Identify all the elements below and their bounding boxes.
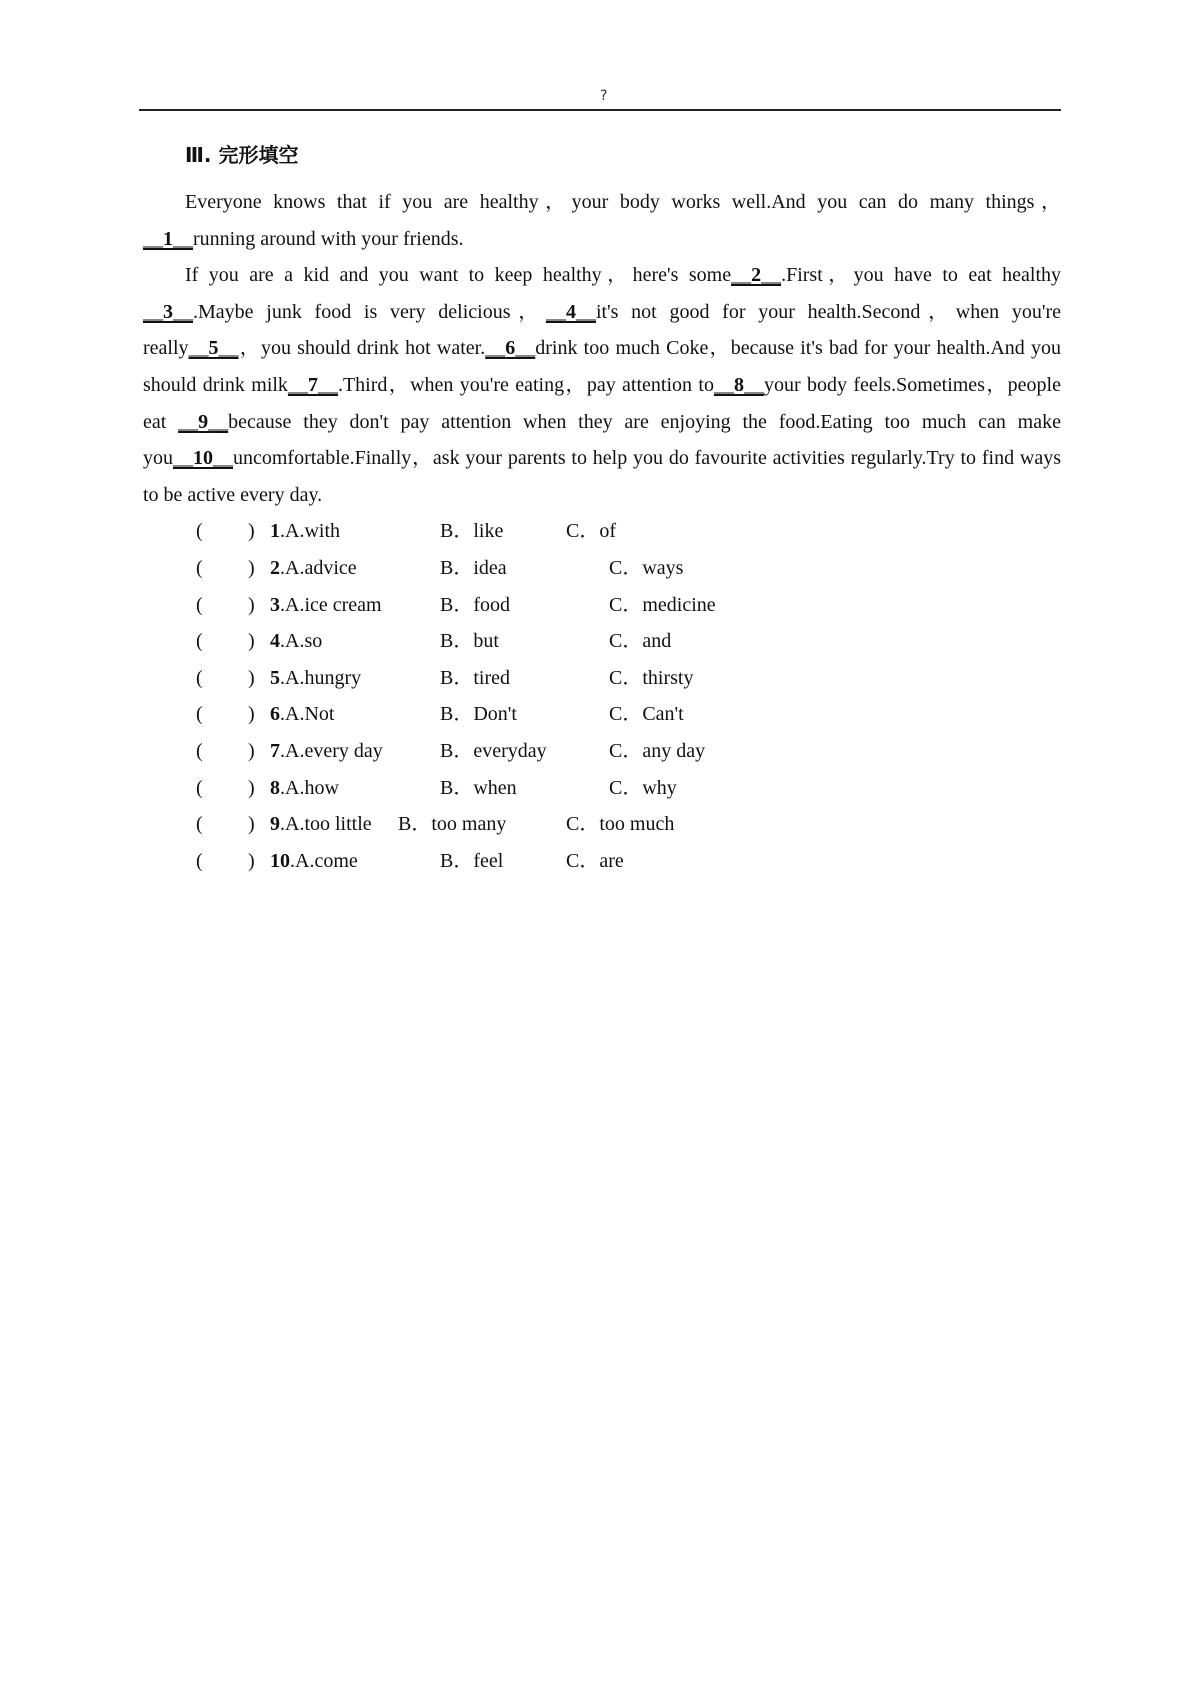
option-b: B．everyday	[440, 739, 547, 762]
blank-2: __2__	[731, 264, 782, 287]
option-a-text: .A.ice cream	[280, 593, 382, 616]
option-c: C．Can't	[609, 703, 684, 726]
option-b: B．too many	[398, 813, 507, 836]
question-number: 9	[270, 813, 280, 836]
passage-text: ，you should drink hot water.	[238, 337, 486, 360]
section-title: Ⅲ. 完形填空	[185, 143, 299, 167]
option-b: B．tired	[440, 666, 510, 689]
option-a-text: .A.too little	[280, 813, 372, 836]
answer-paren-left: (	[196, 813, 203, 836]
passage-text: If you are a kid and you want to keep healthy，here's some	[185, 264, 732, 287]
answer-paren-left: (	[196, 849, 203, 872]
header-rule	[139, 109, 1061, 111]
question-number: 6	[270, 703, 280, 726]
answer-paren-left: (	[196, 556, 203, 579]
option-a-text: .A.come	[290, 849, 358, 872]
answer-paren-right: )	[248, 593, 255, 616]
blank-4: __4__	[545, 300, 596, 323]
answer-paren-right: )	[248, 776, 255, 799]
option-c: C．thirsty	[609, 666, 694, 689]
option-a-text: .A.advice	[280, 556, 357, 579]
option-c: C．too much	[566, 813, 675, 836]
passage-text: .Maybe junk food is very delicious，	[193, 300, 546, 323]
passage-paragraph-2	[143, 257, 1061, 513]
option-a	[270, 806, 372, 843]
question-row	[143, 623, 1061, 660]
answer-paren-right: )	[248, 520, 255, 543]
question-row	[143, 696, 1061, 733]
passage-text: running around with your friends.	[193, 227, 464, 250]
option-a-text: .A.so	[280, 630, 323, 653]
question-row	[143, 806, 1061, 843]
option-c: C．are	[566, 849, 624, 872]
passage-paragraph-1	[143, 184, 1061, 257]
option-a-text: .A.hungry	[280, 666, 362, 689]
passage-text: Everyone knows that if you are healthy，your body works well.And you can do many things，	[185, 191, 1061, 213]
option-c: C．why	[609, 776, 677, 799]
option-a-text: .A.every day	[280, 739, 383, 762]
option-a	[270, 843, 358, 880]
answer-paren-left: (	[196, 520, 203, 543]
option-c: C．of	[566, 520, 616, 543]
question-number: 2	[270, 556, 280, 579]
answer-paren-right: )	[248, 849, 255, 872]
header-mark: ?	[600, 88, 608, 104]
question-row	[143, 660, 1061, 697]
question-number: 1	[270, 520, 280, 543]
option-a-text: .A.Not	[280, 703, 335, 726]
option-b: B．like	[440, 520, 504, 543]
answer-paren-right: )	[248, 813, 255, 836]
option-a	[270, 587, 382, 624]
question-number: 8	[270, 776, 280, 799]
passage-text: .Third，when you're eating，pay attention to	[337, 373, 714, 396]
blank-10: __10__	[173, 447, 233, 470]
question-number: 10	[270, 849, 290, 872]
question-row	[143, 770, 1061, 807]
option-a	[270, 513, 340, 550]
option-c: C．ways	[609, 556, 684, 579]
blank-7: __7__	[287, 373, 338, 396]
passage-text: uncomfortable.Finally，ask your parents to help you do favourite activities regularly.Try to find ways to be active every day.	[143, 447, 1061, 506]
option-c: C．medicine	[609, 593, 716, 616]
answer-paren-right: )	[248, 556, 255, 579]
passage-text: your body feels.Sometimes，people eat	[143, 373, 1061, 433]
option-b: B．idea	[440, 556, 507, 579]
option-a	[270, 696, 334, 733]
answer-paren-right: )	[248, 630, 255, 653]
blank-3: __3__	[143, 300, 193, 323]
passage-text: drink too much Coke，because it's bad for your health.And you should drink milk	[143, 337, 1061, 396]
question-number: 3	[270, 593, 280, 616]
question-row	[143, 587, 1061, 624]
answer-paren-right: )	[248, 666, 255, 689]
question-row	[143, 513, 1061, 550]
answer-paren-left: (	[196, 630, 203, 653]
option-a	[270, 733, 383, 770]
answer-paren-right: )	[248, 703, 255, 726]
blank-6: __6__	[485, 337, 536, 360]
option-a	[270, 550, 357, 587]
option-a-text: .A.with	[280, 520, 340, 543]
question-number: 5	[270, 666, 280, 689]
blank-1: __1__	[143, 227, 193, 250]
option-b: B．feel	[440, 849, 504, 872]
option-b: B．food	[440, 593, 510, 616]
option-a	[270, 770, 339, 807]
option-b: B．Don't	[440, 703, 517, 726]
answer-paren-right: )	[248, 739, 255, 762]
document-page	[143, 140, 1061, 879]
blank-9: __9__	[178, 410, 229, 433]
passage-text: because they don't pay attention when they are enjoying the food.Eating too much can make you	[143, 410, 1061, 470]
answer-paren-left: (	[196, 776, 203, 799]
blank-8: __8__	[713, 373, 764, 396]
option-c: C．any day	[609, 739, 706, 762]
question-number: 4	[270, 630, 280, 653]
option-a	[270, 660, 361, 697]
passage-text: it's not good for your health.Second，when you're really	[143, 300, 1061, 360]
question-list	[143, 513, 1061, 879]
answer-paren-left: (	[196, 593, 203, 616]
question-number: 7	[270, 739, 280, 762]
question-row	[143, 843, 1061, 880]
option-b: B．but	[440, 630, 499, 653]
option-b: B．when	[440, 776, 517, 799]
option-a-text: .A.how	[280, 776, 339, 799]
answer-paren-left: (	[196, 703, 203, 726]
blank-5: __5__	[188, 337, 239, 360]
question-row	[143, 733, 1061, 770]
answer-paren-left: (	[196, 666, 203, 689]
answer-paren-left: (	[196, 739, 203, 762]
option-a	[270, 623, 322, 660]
passage-text: .First，you have to eat healthy	[781, 264, 1061, 287]
question-row	[143, 550, 1061, 587]
option-c: C．and	[609, 630, 672, 653]
